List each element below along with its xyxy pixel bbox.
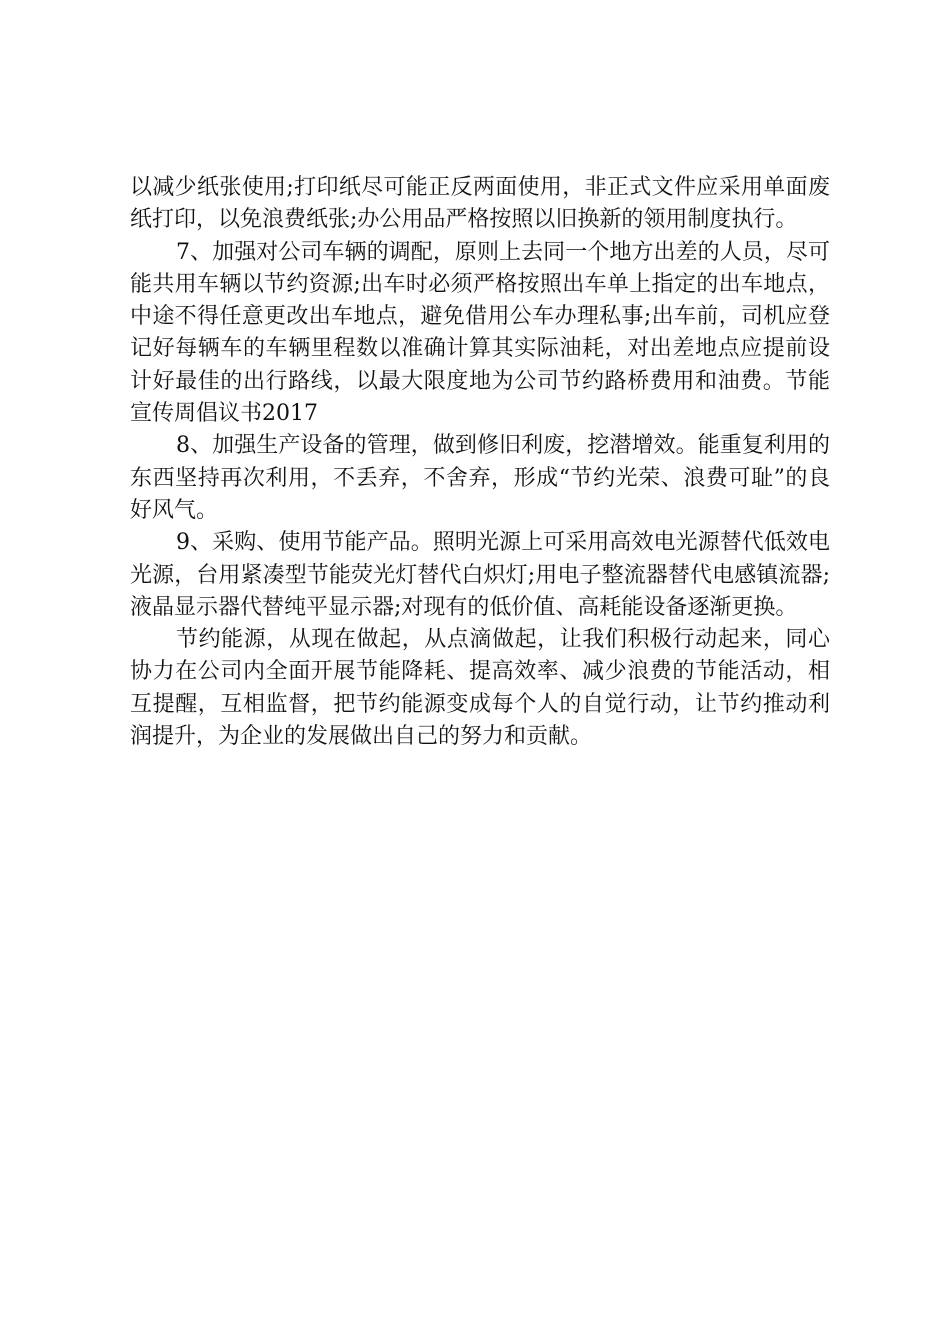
document-body: [130, 172, 830, 753]
paragraph-item-7: 7、加强对公司车辆的调配，原则上去同一个地方出差的人员，尽可能共用车辆以节约资源;出车时必须严格按照出车单上指定的出车地点，中途不得任意更改出车地点，避免借用公车办理私事;出车前，司机应登记好每辆车的车辆里程数以准确计算其实际油耗，对出差地点应提前设计好最佳的出行路线，以最大限度地为公司节约路桥费用和油费。节能宣传周倡议书2017: [130, 239, 830, 427]
paragraph-item-9: 9、采购、使用节能产品。照明光源上可采用高效电光源替代低效电光源，台用紧凑型节能荧光灯替代白炽灯;用电子整流器替代电感镇流器;液晶显示器代替纯平显示器;对现有的低价值、高耗能设备逐渐更换。: [130, 530, 830, 620]
paragraph-item-8: 8、加强生产设备的管理，做到修旧利废，挖潜增效。能重复利用的东西坚持再次利用，不丢弃，不舍弃，形成“节约光荣、浪费可耻”的良好风气。: [130, 433, 830, 523]
paragraph-continuation: 以减少纸张使用;打印纸尽可能正反两面使用，非正式文件应采用单面废纸打印，以免浪费纸张;办公用品严格按照以旧换新的领用制度执行。: [130, 175, 830, 233]
paragraph-closing: 节约能源，从现在做起，从点滴做起，让我们积极行动起来，同心协力在公司内全面开展节能降耗、提高效率、减少浪费的节能活动，相互提醒，互相监督，把节约能源变成每个人的自觉行动，让节约推动利润提升，为企业的发展做出自己的努力和贡献。: [130, 627, 830, 750]
